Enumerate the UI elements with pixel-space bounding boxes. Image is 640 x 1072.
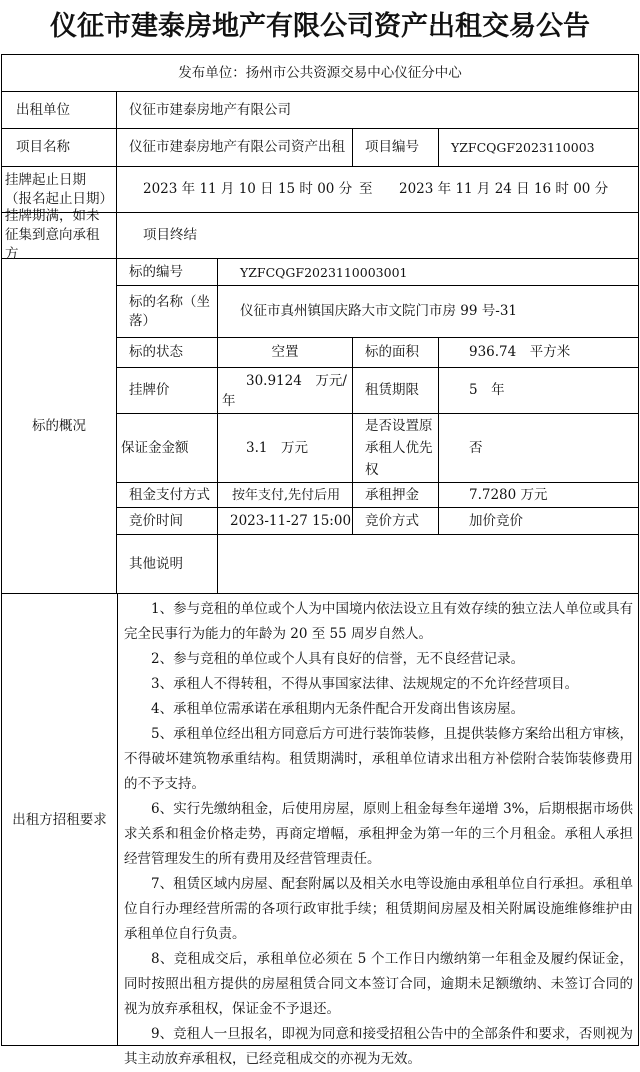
- requirements-label: 出租方招租要求: [2, 594, 118, 1046]
- other-value: [218, 535, 638, 594]
- pledge-value: 7.7280 万元: [439, 483, 638, 508]
- requirement-item: 1、参与竞租的单位或个人为中国境内依法设立且有效存续的独立法人单位或具有完全民事行为能力的年龄为 20 至 55 周岁自然人。: [124, 601, 633, 642]
- term-value: 5 年: [439, 368, 638, 414]
- requirement-item: 4、承租单位需承诺在承租期内无条件配合开发商出售该房屋。: [151, 701, 525, 717]
- priority-value: 否: [439, 414, 638, 483]
- status-value: 空置: [218, 338, 353, 368]
- listing-end: 2023 年 11 月 24 日 16 时 00 分: [399, 181, 609, 197]
- project-code-label: 项目编号: [353, 129, 439, 167]
- bid-method-value: 加价竞价: [439, 508, 638, 535]
- deposit-value: 3.1 万元: [218, 414, 353, 483]
- requirement-item: 2、参与竞租的单位或个人具有良好的信誉，无不良经营记录。: [151, 651, 525, 667]
- requirements-list: [118, 594, 639, 1067]
- area-label: 标的面积: [353, 338, 439, 368]
- project-code-value: YZFCQGF2023110003: [439, 129, 638, 167]
- announcement-table: [1, 54, 639, 1067]
- publisher: 发布单位：扬州市公共资源交易中心仪征分中心: [2, 55, 638, 92]
- bid-time-label: 竞价时间: [117, 508, 218, 535]
- payment-label: 租金支付方式: [117, 483, 218, 508]
- target-name-label: 标的名称（坐落）: [117, 286, 218, 338]
- listing-period-value: [117, 167, 638, 213]
- bid-method-label: 竞价方式: [353, 508, 439, 535]
- lessor-value: 仪征市建泰房地产有限公司: [117, 92, 638, 129]
- project-name-label: 项目名称: [2, 129, 117, 167]
- target-name-value: 仪征市真州镇国庆路大市文院门市房 99 号-31: [218, 286, 638, 338]
- requirement-item: 9、竞租人一旦报名，即视为同意和接受招租公告中的全部条件和要求，否则视为其主动放弃承租权，已经竞租成交的亦视为无效。: [124, 1026, 633, 1067]
- listing-period-label: 挂牌起止日期（报名起止日期）: [2, 167, 117, 213]
- expiry-value: 项目终结: [117, 213, 638, 259]
- deposit-label: 保证金金额: [117, 414, 218, 483]
- overview-label: 标的概况: [2, 259, 117, 594]
- page-title: 仪征市建泰房地产有限公司资产出租交易公告: [50, 11, 590, 42]
- expiry-label: 挂牌期满，如未征集到意向承租方: [2, 213, 117, 259]
- price-label: 挂牌价: [117, 368, 218, 414]
- listing-start: 2023 年 11 月 10 日 15 时 00 分: [143, 181, 353, 197]
- listing-to: 至: [359, 181, 373, 197]
- requirement-item: 5、承租单位经出租方同意后方可进行装饰装修，且提供装修方案给出租方审核，不得破坏建筑物承重结构。租赁期满时，承租单位请求出租方补偿附合装饰装修费用的不予支持。: [124, 726, 633, 792]
- pledge-label: 承租押金: [353, 483, 439, 508]
- area-value: 936.74 平方米: [439, 338, 638, 368]
- bid-time-value: 2023-11-27 15:00: [218, 508, 353, 535]
- requirement-item: 3、承租人不得转租，不得从事国家法律、法规规定的不允许经营项目。: [151, 676, 579, 692]
- lessor-label: 出租单位: [2, 92, 117, 129]
- priority-label: 是否设置原承租人优先权: [353, 414, 439, 483]
- requirement-item: 6、实行先缴纳租金，后使用房屋，原则上租金每叁年递增 3%，后期根据市场供求关系和租金价格走势，再商定增幅，承租押金为第一年的三个月租金。承租人承担经营管理发生的所有费用及经营管理责任。: [124, 801, 633, 867]
- term-label: 租赁期限: [353, 368, 439, 414]
- other-label: 其他说明: [117, 535, 218, 594]
- payment-value: 按年支付,先付后用: [218, 483, 353, 508]
- status-label: 标的状态: [117, 338, 218, 368]
- project-name-value: 仪征市建泰房地产有限公司资产出租: [117, 129, 353, 167]
- requirement-item: 7、租赁区域内房屋、配套附属以及相关水电等设施由承租单位自行承担。承租单位自行办理经营所需的各项行政审批手续；租赁期间房屋及相关附属设施维修维护由承租单位自行负责。: [124, 876, 633, 942]
- target-code-label: 标的编号: [117, 259, 218, 286]
- target-code-value: YZFCQGF2023110003001: [218, 259, 638, 286]
- price-value: 30.9124 万元/年: [218, 368, 353, 414]
- requirement-item: 8、竞租成交后，承租单位必须在 5 个工作日内缴纳第一年租金及履约保证金，同时按照出租方提供的房屋租赁合同文本签订合同，逾期未足额缴纳、未签订合同的视为放弃承租权，保证金不予退还。: [124, 951, 633, 1017]
